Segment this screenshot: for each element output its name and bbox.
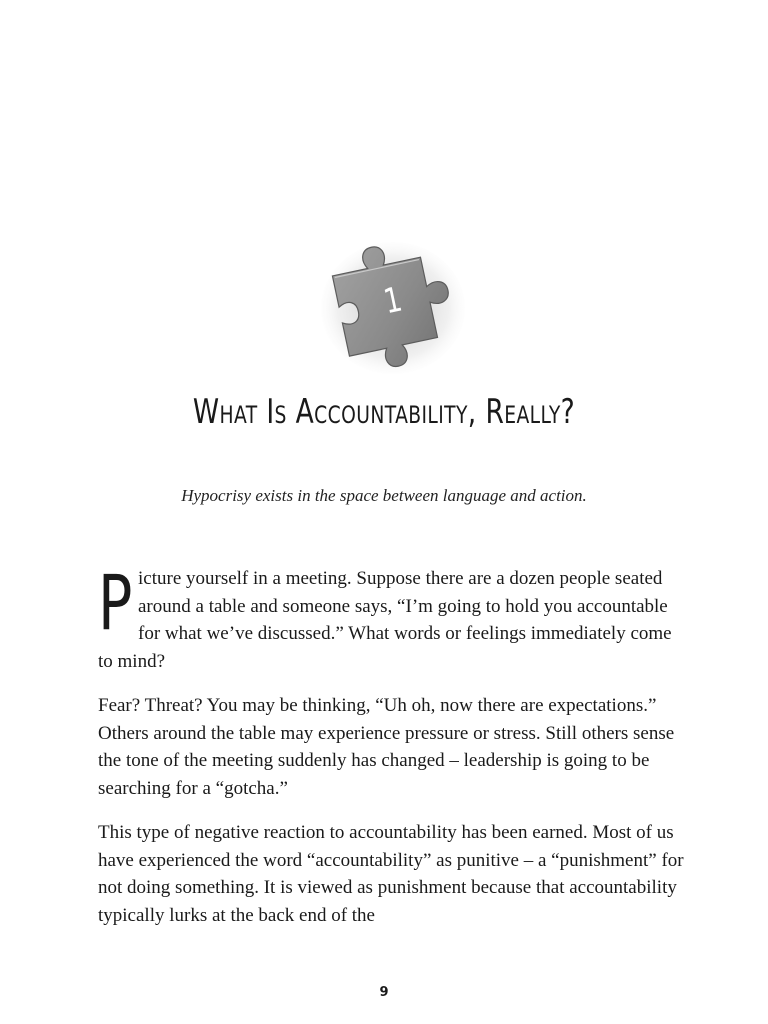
chapter-epigraph: Hypocrisy exists in the space between language and action.: [181, 486, 587, 505]
puzzle-piece-icon: [318, 236, 468, 376]
chapter-title: What Is Accountability, Really?: [192, 392, 576, 432]
paragraph-3: This type of negative reaction to accountability has been earned. Most of us have experienced the word “accountability” as punitive – a “punishment” for not doing something. It is viewed as punishment because that accountability typically lurks at the back end of the: [98, 822, 684, 926]
paragraph-1-text: icture yourself in a meeting. Suppose there are a dozen people seated around a table and someone says, “I’m going to hold you accountable for what we’ve discussed.” What words or feelings immediately come to mind?: [98, 568, 672, 672]
drop-cap: P: [98, 558, 133, 647]
paragraph-1: [98, 558, 688, 675]
body-text: [98, 558, 688, 946]
page-number: 9: [379, 985, 389, 1000]
chapter-number: 1: [380, 279, 406, 323]
paragraph-2: Fear? Threat? You may be thinking, “Uh oh, now there are expectations.” Others around the table may experience pressure or stress. Still others sense the tone of the meeting suddenly has changed – leadership is going to be searching for a “gotcha.”: [98, 695, 675, 799]
